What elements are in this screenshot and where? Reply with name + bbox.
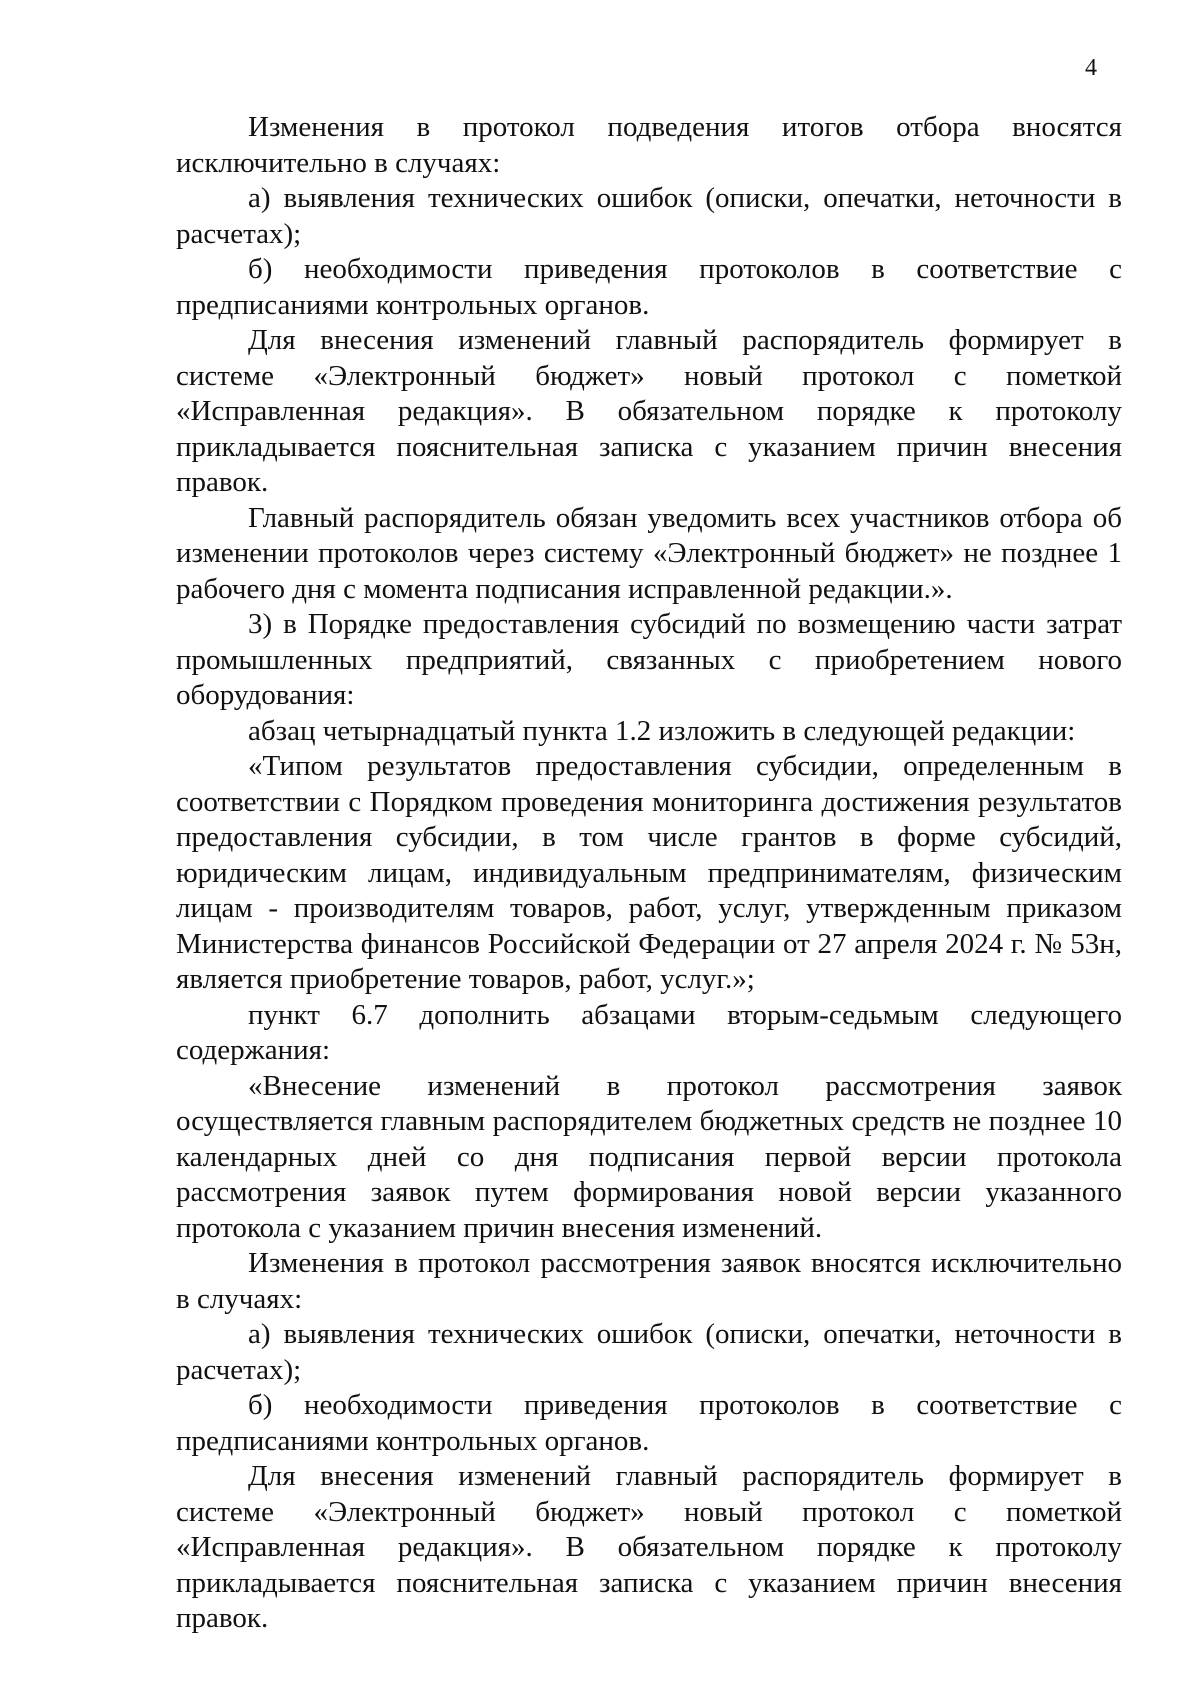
paragraph-2: а) выявления технических ошибок (описки, опечатки, неточности в расчетах);: [176, 182, 1122, 250]
page-number: 4: [1085, 55, 1097, 81]
paragraph-10: «Внесение изменений в протокол рассмотрения заявок осуществляется главным распорядителем бюджетных средств не позднее 10 календарных дней со дня подписания первой версии протокола рассмотрения заявок путем формирования новой версии указанного протокола с указанием причин внесения изменений.: [176, 1069, 1122, 1244]
paragraph-11: Изменения в протокол рассмотрения заявок вносятся исключительно в случаях:: [176, 1247, 1122, 1315]
paragraph-13: б) необходимости приведения протоколов в соответствие с предписаниями контрольных органов.: [176, 1389, 1122, 1457]
paragraph-7: абзац четырнадцатый пункта 1.2 изложить в следующей редакции:: [248, 714, 1076, 747]
paragraph-5: Главный распорядитель обязан уведомить всех участников отбора об изменении протоколов через систему «Электронный бюджет» не позднее 1 рабочего дня с момента подписания исправленной редакции.».: [176, 501, 1122, 605]
paragraph-14: Для внесения изменений главный распорядитель формирует в системе «Электронный бюджет» новый протокол с пометкой «Исправленная редакция». В обязательном порядке к протоколу прикладывается пояснительная записка с указанием причин внесения правок.: [176, 1460, 1122, 1634]
paragraph-4: Для внесения изменений главный распорядитель формирует в системе «Электронный бюджет» новый протокол с пометкой «Исправленная редакция». В обязательном порядке к протоколу прикладывается пояснительная записка с указанием причин внесения правок.: [176, 324, 1122, 498]
paragraph-12: а) выявления технических ошибок (описки, опечатки, неточности в расчетах);: [176, 1318, 1122, 1386]
paragraph-6: 3) в Порядке предоставления субсидий по возмещению части затрат промышленных предприятий, связанных с приобретением нового оборудования:: [176, 608, 1122, 711]
paragraph-9: пункт 6.7 дополнить абзацами вторым-седьмым следующего содержания:: [176, 998, 1122, 1066]
paragraph-8: «Типом результатов предоставления субсидии, определенным в соответствии с Порядком проведения мониторинга достижения результатов предоставления субсидии, в том числе грантов в форме субсидий, юридическим лицам, индивидуальным предпринимателям, физическим лицам - производителям товаров, работ, услуг, утвержденным приказом Министерства финансов Российской Федерации от 27 апреля 2024 г. № 53н, является приобретение товаров, работ, услуг.»;: [176, 750, 1122, 995]
document-body: [176, 110, 1122, 1637]
paragraph-3: б) необходимости приведения протоколов в соответствие с предписаниями контрольных органов.: [176, 253, 1122, 321]
paragraph-1: Изменения в протокол подведения итогов отбора вносятся исключительно в случаях:: [176, 111, 1122, 179]
